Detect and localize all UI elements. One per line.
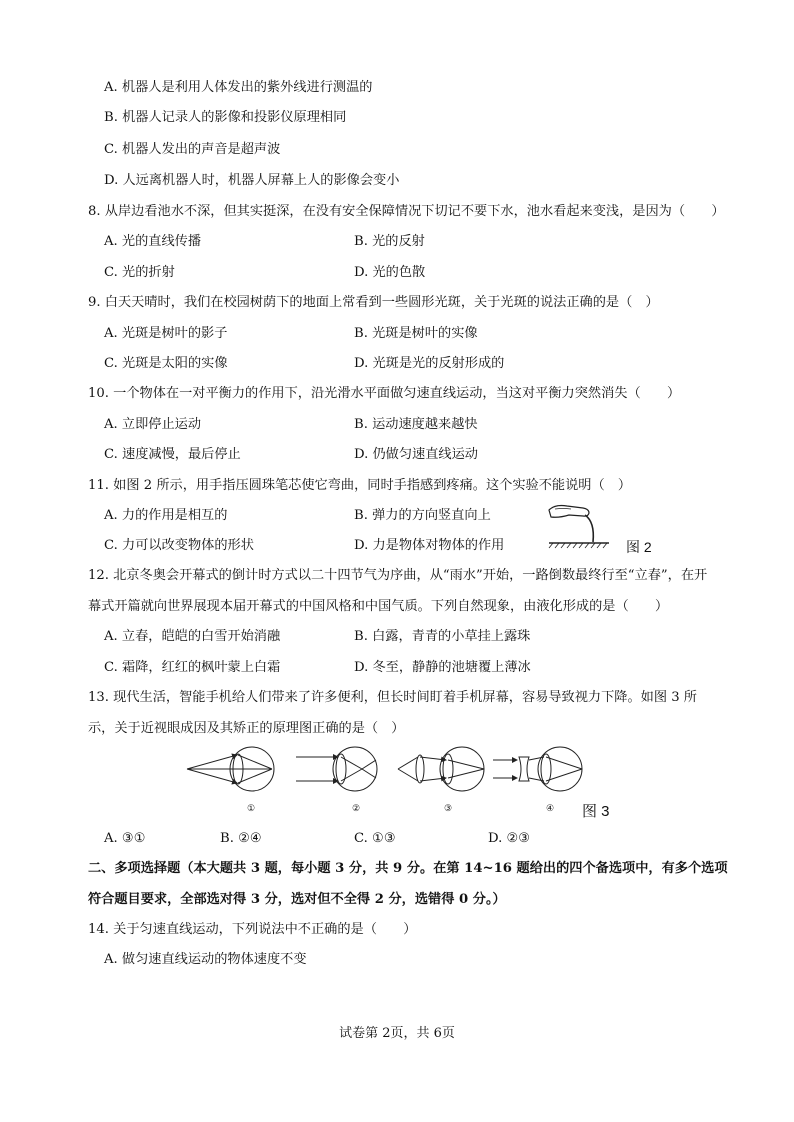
q8-option-d: D. 光的色散 — [354, 265, 426, 280]
q12-stem-line-1: 12. 北京冬奥会开幕式的倒计时方式以二十四节气为序曲，从“雨水”开始，一路倒数最终行至“立春”，在开 — [88, 568, 708, 583]
diagram-label-2: ② — [352, 804, 361, 814]
eye-diagram-1 — [187, 747, 274, 791]
q9-option-a: A. 光斑是树叶的影子 — [104, 326, 228, 341]
q13-option-d: D. ②③ — [488, 831, 531, 846]
q11-option-b: B. 弹力的方向竖直向上 — [354, 508, 491, 523]
q13-stem-line-2: 示，关于近视眼成因及其矫正的原理图正确的是（ ） — [88, 721, 405, 736]
q11-option-a: A. 力的作用是相互的 — [104, 508, 228, 523]
q10-stem: 10. 一个物体在一对平衡力的作用下，沿光滑水平面做匀速直线运动，当这对平衡力突然消失（ ） — [88, 386, 681, 401]
diagram-label-4: ④ — [546, 804, 555, 814]
q13-option-a: A. ③① — [104, 831, 146, 846]
section-2-heading-line-2: 符合题目要求，全部选对得 3 分，选对但不全得 2 分，选错得 0 分。） — [88, 892, 506, 907]
q11-stem: 11. 如图 2 所示，用手指压圆珠笔芯使它弯曲，同时手指感到疼痛。这个实验不能说明（ ） — [88, 478, 632, 493]
q11-option-c: C. 力可以改变物体的形状 — [104, 538, 254, 553]
diagram-label-3: ③ — [444, 804, 453, 814]
q7-option-b: B. 机器人记录人的影像和投影仪原理相同 — [104, 110, 347, 125]
q7-option-c: C. 机器人发出的声音是超声波 — [104, 142, 281, 157]
eye-diagram-4 — [493, 747, 582, 791]
q12-option-a: A. 立春，皑皑的白雪开始消融 — [104, 629, 281, 644]
page-footer: 试卷第 2页，共 6页 — [339, 1026, 455, 1041]
q9-option-b: B. 光斑是树叶的实像 — [354, 326, 478, 341]
q12-option-b: B. 白露，青青的小草挂上露珠 — [354, 629, 531, 644]
q7-option-d: D. 人远离机器人时，机器人屏幕上人的影像会变小 — [104, 173, 400, 188]
eye-diagram-3 — [398, 747, 484, 791]
q9-option-d: D. 光斑是光的反射形成的 — [354, 356, 505, 371]
q10-option-b: B. 运动速度越来越快 — [354, 417, 478, 432]
q12-option-c: C. 霜降，红红的枫叶蒙上白霜 — [104, 660, 281, 675]
q7-option-a: A. 机器人是利用人体发出的紫外线进行测温的 — [104, 80, 373, 95]
q14-option-a: A. 做匀速直线运动的物体速度不变 — [104, 952, 307, 967]
q10-option-c: C. 速度减慢，最后停止 — [104, 447, 241, 462]
q8-option-b: B. 光的反射 — [354, 234, 425, 249]
eye-diagram-2 — [296, 747, 377, 791]
q12-stem-line-2: 幕式开篇就向世界展现本届开幕式的中国风格和中国气质。下列自然现象，由液化形成的是（ ） — [88, 599, 669, 614]
section-2-heading-line-1: 二、多项选择题（本大题共 3 题，每小题 3 分，共 9 分。在第 14~16 题给出的四个备选项中，有多个选项 — [88, 861, 728, 876]
q10-option-d: D. 仍做匀速直线运动 — [354, 447, 478, 462]
diagram-label-1: ① — [247, 804, 256, 814]
figure-3-label: 图 3 — [582, 803, 610, 820]
q14-stem: 14. 关于匀速直线运动，下列说法中不正确的是（ ） — [88, 922, 417, 937]
q13-option-c: C. ①③ — [354, 831, 396, 846]
q12-option-d: D. 冬至，静静的池塘覆上薄冰 — [354, 660, 531, 675]
q8-option-c: C. 光的折射 — [104, 265, 175, 280]
q8-stem: 8. 从岸边看池水不深，但其实挺深，在没有安全保障情况下切记不要下水，池水看起来变浅，是因为（ ） — [88, 204, 725, 219]
q10-option-a: A. 立即停止运动 — [104, 417, 202, 432]
q11-option-d: D. 力是物体对物体的作用 — [354, 538, 505, 553]
figure-2-label: 图 2 — [626, 539, 652, 555]
q8-option-a: A. 光的直线传播 — [104, 234, 202, 249]
q9-option-c: C. 光斑是太阳的实像 — [104, 356, 228, 371]
q13-stem-line-1: 13. 现代生活，智能手机给人们带来了许多便利，但长时间盯着手机屏幕，容易导致视力下降。如图 3 所 — [88, 690, 697, 705]
q9-stem: 9. 白天天晴时，我们在校园树荫下的地面上常看到一些圆形光斑，关于光斑的说法正确的是（ ） — [88, 295, 659, 310]
q13-option-b: B. ②④ — [220, 831, 262, 846]
